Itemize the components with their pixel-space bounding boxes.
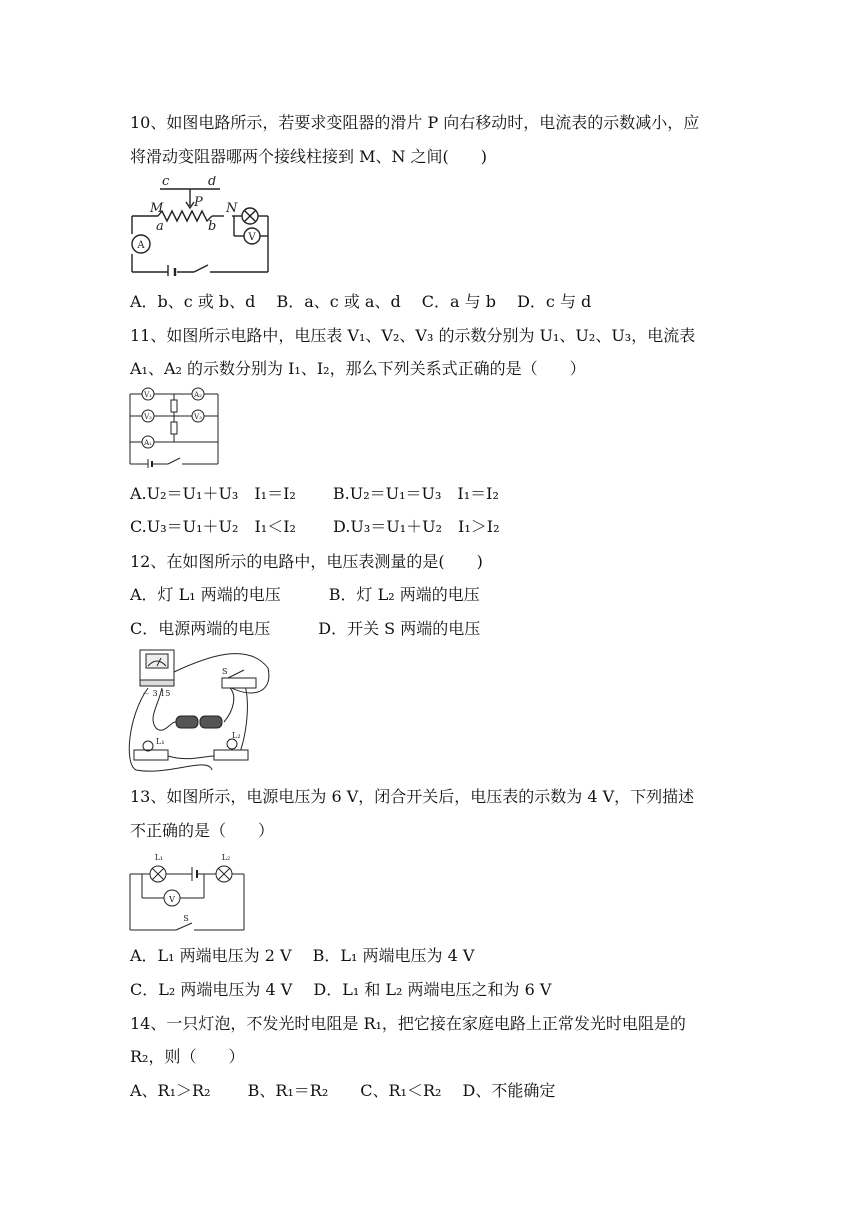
q12-meter-scale: － 3 15 xyxy=(142,689,171,698)
q10-label-d: d xyxy=(208,176,217,189)
q11-options-line2: C.U₃＝U₁＋U₂ I₁＜I₂ D.U₃＝U₁＋U₂ I₁＞I₂ xyxy=(130,517,500,536)
q10-voltmeter-label: V xyxy=(248,232,256,243)
q12-label-L1: L₁ xyxy=(156,737,165,746)
q11-label-V2: V₂ xyxy=(144,413,152,421)
q13-label-S: S xyxy=(183,914,189,923)
q14-stem-line1: 14、一只灯泡，不发光时电阻是 R₁，把它接在家庭电路上正常发光时电阻是的 xyxy=(130,1014,686,1033)
q11-stem-line2: A₁、A₂ 的示数分别为 I₁、I₂，那么下列关系式正确的是（ ） xyxy=(130,359,586,378)
q10-label-a: a xyxy=(156,219,164,234)
q12-label-S: S xyxy=(222,667,228,676)
q10-stem-line2: 将滑动变阻器哪两个接线柱接到 M、N 之间( ) xyxy=(130,147,488,166)
q10-stem-line1: 10、如图电路所示，若要求变阻器的滑片 P 向右移动时，电流表的示数减小，应 xyxy=(130,113,700,132)
q10-label-M: M xyxy=(150,201,164,216)
q11-options-line1: A.U₂＝U₁＋U₃ I₁＝I₂ B.U₂＝U₁＝U₃ I₁＝I₂ xyxy=(130,484,499,503)
q14-stem-line2: R₂，则（ ） xyxy=(130,1047,245,1066)
q12-options-line1: A．灯 L₁ 两端的电压 B．灯 L₂ 两端的电压 xyxy=(130,585,480,604)
q13-stem-line1: 13、如图所示，电源电压为 6 V，闭合开关后，电压表的示数为 4 V，下列描述 xyxy=(130,787,695,806)
q12-circuit-figure xyxy=(128,646,272,776)
q12-stem: 12、在如图所示的电路中，电压表测量的是( ) xyxy=(130,552,483,571)
q10-label-N: N xyxy=(226,201,238,216)
q10-label-P: P xyxy=(194,195,203,210)
q13-options-line1: A．L₁ 两端电压为 2 V B．L₁ 两端电压为 4 V xyxy=(130,946,475,965)
q11-label-V1: V₁ xyxy=(144,391,152,399)
q11-circuit-figure xyxy=(128,386,224,468)
q11-label-V3: V₃ xyxy=(194,413,202,421)
q12-label-L2: L₂ xyxy=(232,731,241,740)
q11-label-A1: A₁ xyxy=(144,439,152,447)
q10-options: A．b、c 或 b、d B．a、c 或 a、d C．a 与 b D．c 与 d xyxy=(130,292,592,311)
q12-options-line2: C．电源两端的电压 D．开关 S 两端的电压 xyxy=(130,619,481,638)
q11-label-A2: A₂ xyxy=(194,391,202,399)
q13-label-L1: L₁ xyxy=(154,853,164,862)
q10-circuit-figure xyxy=(128,176,276,276)
q10-label-b: b xyxy=(208,219,217,234)
q10-ammeter-label: A xyxy=(137,240,145,251)
q13-voltmeter-label: V xyxy=(169,895,175,904)
q13-circuit-figure xyxy=(128,848,248,934)
q10-label-c: c xyxy=(162,176,170,189)
q13-label-L2: L₂ xyxy=(221,853,231,862)
q13-stem-line2: 不正确的是（ ） xyxy=(130,821,275,840)
q11-stem-line1: 11、如图所示电路中，电压表 V₁、V₂、V₃ 的示数分别为 U₁、U₂、U₃，电流表 xyxy=(130,326,696,345)
q13-options-line2: C．L₂ 两端电压为 4 V D．L₁ 和 L₂ 两端电压之和为 6 V xyxy=(130,980,552,999)
q14-options: A、R₁＞R₂ B、R₁＝R₂ C、R₁＜R₂ D、不能确定 xyxy=(130,1081,556,1100)
